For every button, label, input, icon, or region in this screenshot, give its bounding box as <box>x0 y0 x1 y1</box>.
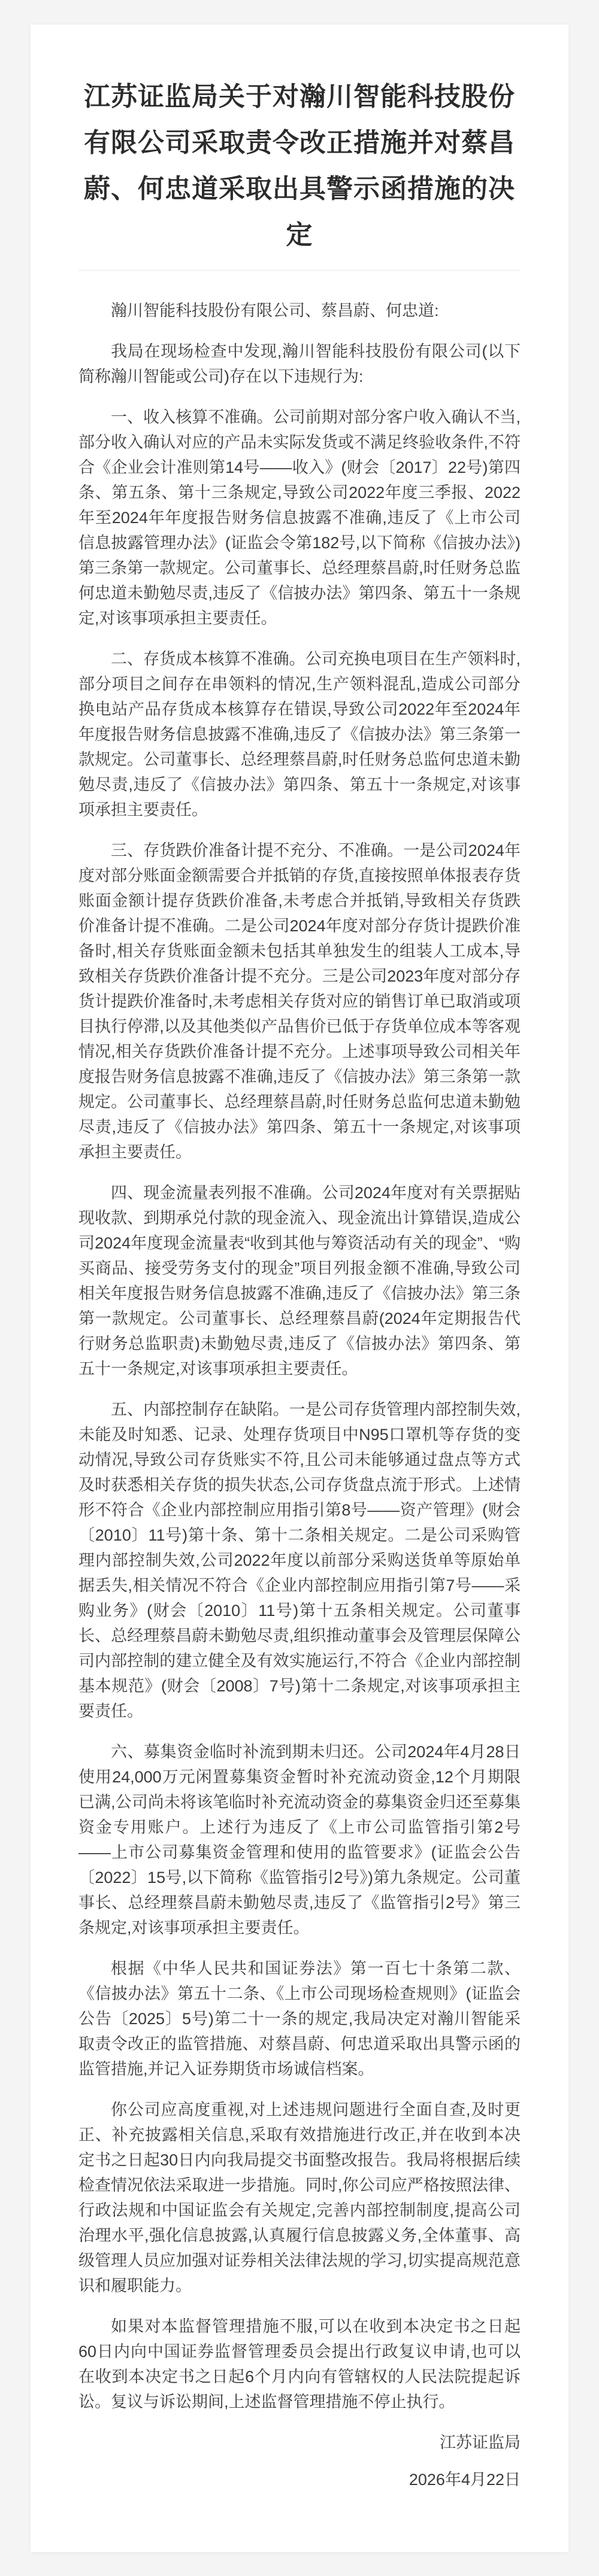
salutation: 瀚川智能科技股份有限公司、蔡昌蔚、何忠道: <box>111 302 439 320</box>
body-paragraph: 二、存货成本核算不准确。公司充换电项目在生产领料时,部分项目之间存在串领料的情况,生产领料混乱,造成公司部分换电站产品存货成本核算存在错误,导致公司2022年至2024年年度报告财务信息披露不准确,违反了《信披办法》第三条第一款规定。公司董事长、总经理蔡昌蔚,时任财务总监何忠道未勤勉尽责,违反了《信披办法》第四条、第五十一条规定,对该事项承担主要责任。 <box>78 650 521 819</box>
body-paragraph: 根据《中华人民共和国证券法》第一百七十条第二款、《信披办法》第五十二条、《上市公司现场检查规则》(证监会公告〔2025〕5号)第二十一条的规定,我局决定对瀚川智能采取责令改正的监管措施、对蔡昌蔚、何忠道采取出具警示函的监管措施,并记入证券期货市场诚信档案。 <box>78 1960 521 2078</box>
body-paragraph: 如果对本监督管理措施不服,可以在收到本决定书之日起60日内向中国证券监督管理委员会提出行政复议申请,也可以在收到本决定书之日起6个月内向有管辖权的人民法院提起诉讼。复议与诉讼期间,上述监督管理措施不停止执行。 <box>78 2317 521 2411</box>
document-card <box>31 25 568 2552</box>
document-title: 江苏证监局关于对瀚川智能科技股份有限公司采取责令改正措施并对蔡昌蔚、何忠道采取出具警示函措施的决定 <box>84 82 515 250</box>
body-paragraph: 六、募集资金临时补流到期未归还。公司2024年4月28日使用24,000万元闲置募集资金暂时补充流动资金,12个月期限已满,公司尚未将该笔临时补充流动资金的募集资金归还至募集资金专用账户。上述行为违反了《上市公司监管指引第2号——上市公司募集资金管理和使用的监管要求》(证监会公告〔2022〕15号,以下简称《监管指引2号》)第九条规定。公司董事长、总经理蔡昌蔚未勤勉尽责,违反了《监管指引2号》第三条规定,对该事项承担主要责任。 <box>78 1743 521 1937</box>
body-paragraph: 四、现金流量表列报不准确。公司2024年度对有关票据贴现收款、到期承兑付款的现金流入、现金流出计算错误,造成公司2024年度现金流量表“收到其他与筹资活动有关的现金”、“购买商品、接受劳务支付的现金”项目列报金额不准确,导致公司相关年度报告财务信息披露不准确,违反了《信披办法》第三条第一款规定。公司董事长、总经理蔡昌蔚(2024年定期报告代行财务总监职责)未勤勉尽责,违反了《信披办法》第四条、第五十一条规定,对该事项承担主要责任。 <box>78 1184 521 1378</box>
title-divider <box>78 270 521 271</box>
body-paragraph: 你公司应高度重视,对上述违规问题进行全面自查,及时更正、补充披露相关信息,采取有效措施进行改正,并在收到本决定书之日起30日内向我局提交书面整改报告。我局将根据后续检查情况依法采取进一步措施。同时,你公司应严格按照法律、行政法规和中国证监会有关规定,完善内部控制制度,提高公司治理水平,强化信息披露,认真履行信息披露义务,全体董事、高级管理人员应加强对证券相关法律法规的学习,切实提高规范意识和履职能力。 <box>78 2101 521 2295</box>
body-paragraph: 我局在现场检查中发现,瀚川智能科技股份有限公司(以下简称瀚川智能或公司)存在以下违规行为: <box>78 342 521 385</box>
issuing-authority: 江苏证监局 <box>440 2434 521 2452</box>
document-body <box>78 298 521 2492</box>
body-paragraph: 三、存货跌价准备计提不充分、不准确。一是公司2024年度对部分账面金额需要合并抵销的存货,直接按照单体报表存货账面金额计提存货跌价准备,未考虑合并抵销,导致相关存货跌价准备计提不准确。二是公司2024年度对部分存货计提跌价准备时,相关存货账面金额未包括其单独发生的组装人工成本,导致相关存货跌价准备计提不充分。三是公司2023年度对部分存货计提跌价准备时,未考虑相关存货对应的销售订单已取消或项目执行停滞,以及其他类似产品售价已低于存货单位成本等客观情况,相关存货跌价准备计提不充分。上述事项导致公司相关年度报告财务信息披露不准确,违反了《信披办法》第三条第一款规定。公司董事长、总经理蔡昌蔚,时任财务总监何忠道未勤勉尽责,违反了《信披办法》第四条、第五十一条规定,对该事项承担主要责任。 <box>78 842 521 1161</box>
paragraph-list <box>78 339 521 2414</box>
body-paragraph: 五、内部控制存在缺陷。一是公司存货管理内部控制失效,未能及时知悉、记录、处理存货项目中N95口罩机等存货的变动情况,导致公司存货账实不符,且公司未能够通过盘点等方式及时获悉相关存货的损失状态,公司存货盘点流于形式。上述情形不符合《企业内部控制应用指引第8号——资产管理》(财会〔2010〕11号)第十条、第十二条相关规定。二是公司采购管理内部控制失效,公司2022年度以前部分采购送货单等原始单据丢失,相关情况不符合《企业内部控制应用指引第7号——采购业务》(财会〔2010〕11号)第十五条相关规定。公司董事长、总经理蔡昌蔚未勤勉尽责,组织推动董事会及管理层保障公司内部控制的建立健全及有效实施运行,不符合《企业内部控制基本规范》(财会〔2008〕7号)第十二条规定,对该事项承担主要责任。 <box>78 1401 521 1720</box>
body-paragraph: 一、收入核算不准确。公司前期对部分客户收入确认不当,部分收入确认对应的产品未实际发货或不满足终验收条件,不符合《企业会计准则第14号——收入》(财会〔2017〕22号)第四条、第五条、第十三条规定,导致公司2022年度三季报、2022年至2024年年度报告财务信息披露不准确,违反了《上市公司信息披露管理办法》(证监会令第182号,以下简称《信披办法》)第三条第一款规定。公司董事长、总经理蔡昌蔚,时任财务总监何忠道未勤勉尽责,违反了《信披办法》第四条、第五十一条规定,对该事项承担主要责任。 <box>78 408 521 627</box>
signature-block <box>78 2430 521 2492</box>
document-date: 2026年4月22日 <box>409 2471 521 2489</box>
